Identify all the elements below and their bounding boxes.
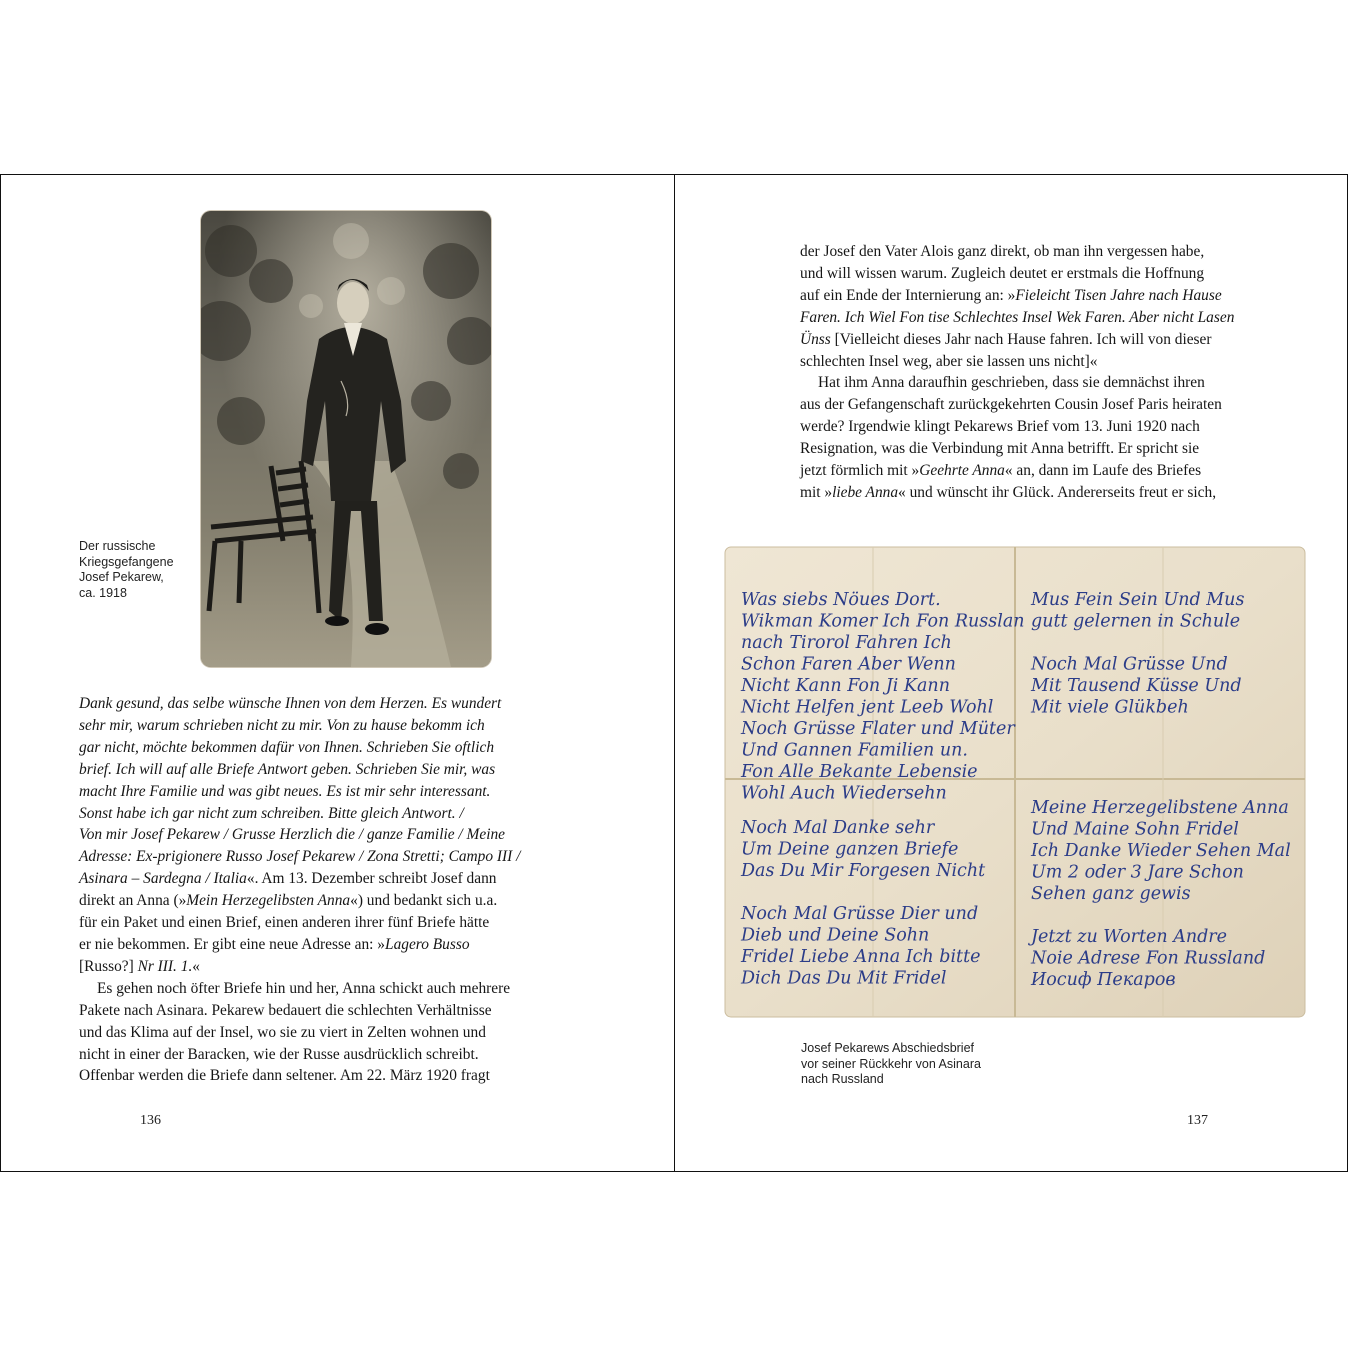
text-line: gar nicht, möchte bekommen dafür von Ihnen. Schrieben Sie oftlich [79,738,495,756]
text-line: für ein Paket und einen Brief, einen anderen ihrer fünf Briefe hätte [79,914,490,932]
text-line: werde? Irgendwie klingt Pekarews Brief vom 13. Juni 1920 nach [800,418,1200,436]
text-line: mit »liebe Anna« und wünscht ihr Glück. Andererseits freut er sich, [800,483,1217,501]
letter-line: Schon Faren Aber Wenn [741,654,956,675]
letter-line: Иосиф Пекаров [1031,970,1176,990]
letter-line: Dieb und Deine Sohn [741,925,930,946]
caption-line: vor seiner Rückkehr von Asinara [801,1056,981,1071]
text-line: Resignation, was die Verbindung mit Anna betrifft. Er spricht sie [800,440,1200,458]
letter-line: Noch Mal Grüsse Dier und [741,904,979,924]
text-line: und das Klima auf der Insel, wo sie zu viert in Zelten wohnen und [79,1023,486,1041]
text-line: [Russo?] Nr III. 1.« [79,957,200,975]
right-page [674,174,1348,1172]
letter-line: Mit Tausend Küsse Und [1031,676,1242,696]
letter-line: Wikman Komer Ich Fon Russlan [741,611,1025,632]
letter-line: Das Du Mir Forgesen Nicht [741,861,986,881]
handwritten-letter-icon [723,543,1307,1021]
letter-line: Dich Das Du Mit Fridel [741,968,947,989]
text-line: macht Ihre Familie und was gibt neues. Es ist mir sehr interessant. [79,782,491,800]
text-line: direkt an Anna (»Mein Herzegelibsten Anna«) und bedankt sich u.a. [79,892,498,910]
letter-line: gutt gelernen in Schule [1031,611,1241,632]
letter-line: Nicht Helfen jent Leeb Wohl [741,697,994,718]
text-line: aus der Gefangenschaft zurückgekehrten Cousin Josef Paris heiraten [800,396,1222,414]
letter-line: Fridel Liebe Anna Ich bitte [741,947,981,967]
photo-caption [79,539,197,601]
page-number: 136 [140,1113,161,1128]
caption-line: nach Russland [801,1072,884,1086]
text-line: der Josef den Vater Alois ganz direkt, ob man ihn vergessen habe, [800,243,1205,260]
text-line: er nie bekommen. Er gibt eine neue Adresse an: »Lagero Busso [79,935,470,953]
letter-line: Mit viele Glükbeh [1031,697,1189,718]
letter-line: Fon Alle Bekante Lebensie [741,762,978,782]
letter-line: Nicht Kann Fon Ji Kann [741,676,950,696]
caption-line: Josef Pekarews Abschiedsbrief [801,1041,975,1055]
text-line: Ünss [Vielleicht dieses Jahr nach Hause fahren. Ich will von dieser [800,330,1212,348]
text-line: sehr mir, warum schrieben nicht zu mir. Von zu hause bekomm ich [79,716,485,734]
text-line: jetzt förmlich mit »Geehrte Anna« an, dann im Laufe des Briefes [800,462,1202,480]
page-number: 137 [1187,1113,1208,1128]
letter-line: Und Gannen Familien un. [741,740,968,761]
letter-line: Meine Herzegelibstene Anna [1031,798,1289,818]
letter-line: Noch Grüsse Flater und Müter [741,719,1015,739]
portrait-photo-icon [201,211,491,667]
left-page [0,174,675,1172]
letter-line: Mus Fein Sein Und Mus [1031,590,1245,610]
letter-line: Um 2 oder 3 Jare Schon [1031,862,1244,883]
text-line: und will wissen warum. Zugleich deutet er erstmals die Hoffnung [800,264,1205,282]
caption-line: Der russische [79,539,156,553]
text-line: Dank gesund, das selbe wünsche Ihnen von dem Herzen. Es wundert [79,695,502,712]
handwritten-letter [723,543,1307,1021]
body-text [800,241,1270,504]
letter-line: Noie Adrese Fon Russland [1031,948,1266,969]
letter-line: Wohl Auch Wiedersehn [741,783,947,804]
text-line: brief. Ich will auf alle Briefe Antwort geben. Schrieben Sie mir, was [79,760,496,778]
body-text [79,693,549,1087]
text-line: Hat ihm Anna daraufhin geschrieben, dass sie demnächst ihren [818,374,1205,392]
letter-line: Was siebs Nöues Dort. [741,590,941,610]
text-line: auf ein Ende der Internierung an: »Fieleicht Tisen Jahre nach Hause [800,286,1222,304]
letter-line: Jetzt zu Worten Andre [1031,927,1228,947]
text-line: Offenbar werden die Briefe dann seltener. Am 22. März 1920 fragt [79,1067,490,1085]
text-line: Sonst habe ich gar nicht zum schreiben. Bitte gleich Antwort. / [79,804,464,822]
letter-line: Und Maine Sohn Fridel [1031,819,1239,840]
text-line: Asinara – Sardegna / Italia«. Am 13. Dezember schreibt Josef dann [79,870,497,888]
letter-line: Ich Danke Wieder Sehen Mal [1031,841,1291,861]
text-line: Es gehen noch öfter Briefe hin und her, Anna schickt auch mehrere [97,979,511,997]
text-line: Adresse: Ex-prigionere Russo Josef Pekarew / Zona Stretti; Campo III / [79,848,521,866]
letter-line: nach Tirorol Fahren Ich [741,633,952,653]
book-spread [0,174,1348,1174]
caption-line: Josef Pekarew, [79,570,164,584]
text-line: nicht in einer der Baracken, wie der Russe ausdrücklich schreibt. [79,1045,479,1063]
letter-line: Sehen ganz gewis [1031,884,1191,904]
letter-line: Noch Mal Grüsse Und [1031,654,1228,675]
letter-caption [801,1041,1021,1088]
text-line: Von mir Josef Pekarew / Grusse Herzlich die / ganze Familie / Meine [79,826,506,844]
letter-line: Um Deine ganzen Briefe [741,839,959,860]
caption-line: Kriegsgefangene [79,554,174,569]
portrait-photo [201,211,491,667]
text-line: Pakete nach Asinara. Pekarew bedauert die schlechten Verhältnisse [79,1001,492,1019]
caption-line: ca. 1918 [79,585,127,600]
text-line: schlechten Insel weg, aber sie lassen uns nicht]« [800,352,1098,370]
text-line: Faren. Ich Wiel Fon tise Schlechtes Insel Wek Faren. Aber nicht Lasen [800,308,1235,326]
letter-line: Noch Mal Danke sehr [741,818,935,838]
